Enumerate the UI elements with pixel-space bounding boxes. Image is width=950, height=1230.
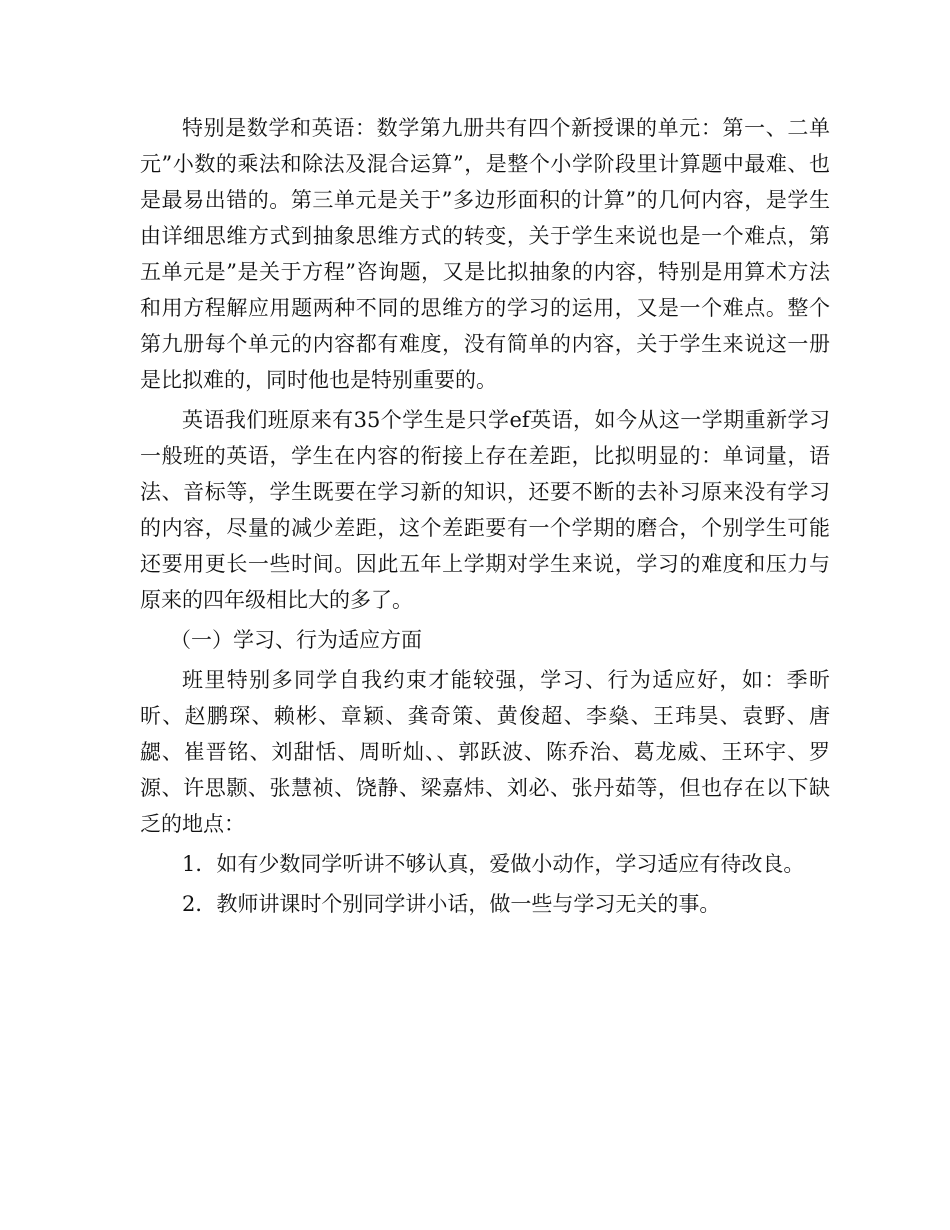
list-item-2: 2．教师讲课时个别同学讲小话，做一些与学习无关的事。 bbox=[182, 892, 721, 916]
paragraph-self-discipline: 班里特别多同学自我约束才能较强，学习、行为适应好，如：季昕昕、赵鹏琛、赖彬、章颖、龚奇策、黄俊超、李燊、王玮昊、袁野、唐勰、崔晋铭、刘甜恬、周昕灿、、郭跃波、陈乔治、葛龙威、王环宇、罗源、许思颢、张慧祯、饶静、梁嘉炜、刘必、张丹茹等，但也存在以下缺乏的地点： bbox=[140, 668, 830, 836]
section-heading-learning-behavior: （一）学习、行为适应方面 bbox=[170, 628, 422, 652]
paragraph-math-english: 特别是数学和英语：数学第九册共有四个新授课的单元：第一、二单元”小数的乘法和除法及混合运算”，是整个小学阶段里计算题中最难、也是最易出错的。第三单元是关于”多边形面积的计算”的几何内容，是学生由详细思维方式到抽象思维方式的转变，关于学生来说也是一个难点，第五单元是”是关于方程”咨询题，又是比拟抽象的内容，特别是用算术方法和用方程解应用题两种不同的思维方的学习的运用，又是一个难点。整个第九册每个单元的内容都有难度，没有简单的内容，关于学生来说这一册是比拟难的，同时他也是特别重要的。 bbox=[140, 116, 830, 392]
list-item-1: 1．如有少数同学听讲不够认真，爱做小动作，学习适应有待改良。 bbox=[182, 852, 805, 876]
paragraph-english-class: 英语我们班原来有35个学生是只学ef英语，如今从这一学期重新学习一般班的英语，学生在内容的衔接上存在差距，比拟明显的：单词量，语法、音标等，学生既要在学习新的知识，还要不断的去补习原来没有学习的内容，尽量的减少差距，这个差距要有一个学期的磨合，个别学生可能还要用更长一些时间。因此五年上学期对学生来说，学习的难度和压力与原来的四年级相比大的多了。 bbox=[140, 408, 830, 612]
document-page bbox=[140, 110, 830, 926]
